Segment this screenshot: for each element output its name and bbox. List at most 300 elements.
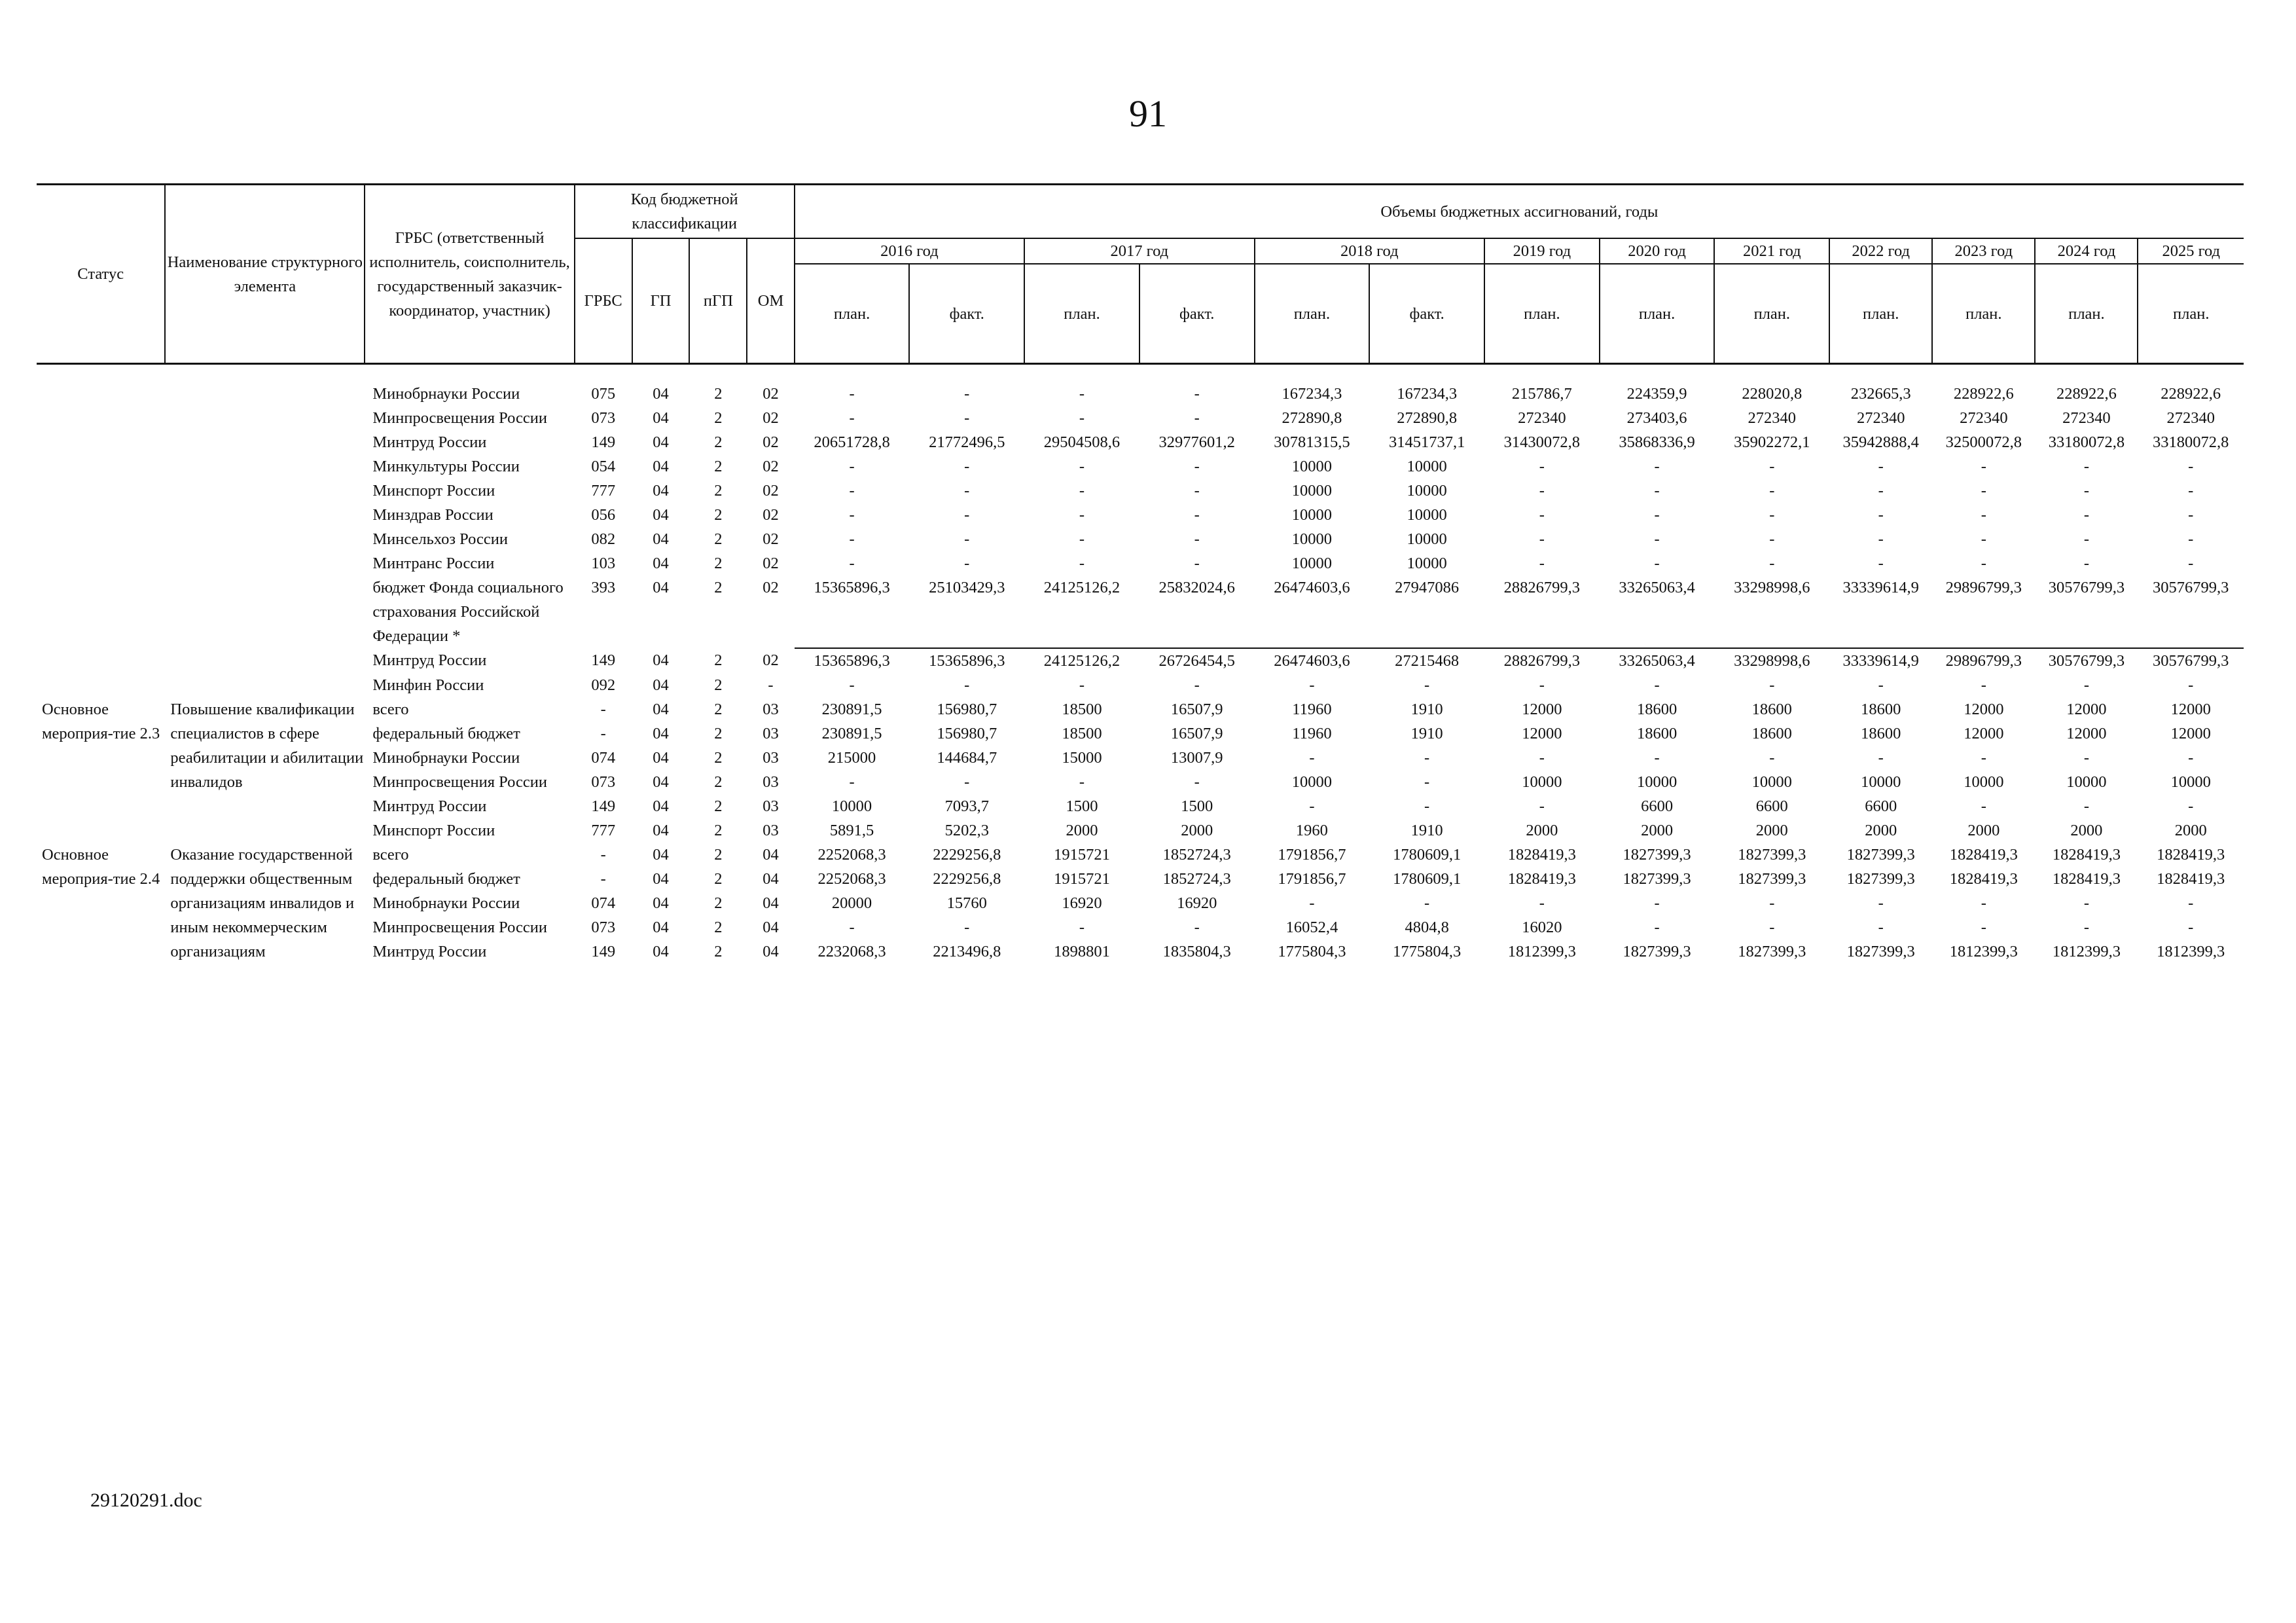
value-cell: - [1654, 458, 1660, 475]
code-cell: 04 [653, 797, 669, 815]
value-cell: 10000 [1861, 773, 1901, 791]
value-cell: 33265063,4 [1600, 575, 1715, 648]
value-cell: - [1769, 894, 1775, 912]
value-cell: 12000 [1522, 725, 1562, 742]
code-cell: 2 [714, 822, 723, 839]
header-plan: план. [1600, 264, 1715, 364]
value-cell: 33339614,9 [1842, 652, 1919, 670]
code-cell: 04 [653, 894, 669, 912]
value-cell: 1780609,1 [1393, 846, 1462, 864]
value-cell: 273403,6 [1626, 409, 1687, 427]
value-cell: - [964, 676, 970, 694]
code-cell: 2 [714, 870, 723, 888]
code-cell: 03 [762, 749, 779, 767]
value-cell: 215786,7 [1511, 385, 1572, 403]
value-cell: - [1769, 676, 1775, 694]
value-cell: 30576799,3 [2035, 575, 2138, 648]
value-cell: 27215468 [1395, 652, 1460, 670]
value-cell: 1827399,3 [1738, 870, 1806, 888]
value-cell: - [2083, 676, 2090, 694]
value-cell: 6600 [1641, 797, 1674, 815]
value-cell: - [1654, 555, 1660, 572]
grbs-cell: федеральный бюджет [372, 870, 520, 888]
value-cell: - [1194, 530, 1200, 548]
code-cell: 2 [714, 458, 723, 475]
value-cell: - [1981, 482, 1986, 500]
code-cell: 04 [653, 943, 669, 960]
value-cell: 10000 [2066, 773, 2107, 791]
value-cell: 272890,8 [1397, 409, 1458, 427]
value-cell: - [1309, 797, 1315, 815]
value-cell: - [1769, 919, 1775, 936]
value-cell: - [849, 409, 855, 427]
value-cell: 30576799,3 [2153, 652, 2229, 670]
header-code-group: Код бюджетной классификации [575, 185, 795, 239]
value-cell: - [1878, 749, 1884, 767]
table-row [37, 673, 2244, 697]
value-cell: - [849, 506, 855, 524]
value-cell: - [1194, 676, 1200, 694]
value-cell: - [849, 773, 855, 791]
value-cell: 12000 [2066, 701, 2107, 718]
value-cell: 228922,6 [1953, 385, 2014, 403]
code-cell: 2 [714, 725, 723, 742]
grbs-cell: Минкультуры России [372, 458, 520, 475]
value-cell: - [2188, 676, 2194, 694]
value-cell: 18600 [1751, 725, 1792, 742]
value-cell: - [849, 385, 855, 403]
value-cell: 2000 [1641, 822, 1674, 839]
table-row [37, 939, 2244, 964]
value-cell: 16507,9 [1170, 725, 1223, 742]
code-cell: 04 [762, 894, 779, 912]
value-cell: 1828419,3 [2157, 870, 2225, 888]
value-cell: 28826799,3 [1503, 652, 1581, 670]
value-cell: 12000 [2170, 701, 2211, 718]
code-cell: 2 [714, 894, 723, 912]
value-cell: 1812399,3 [2157, 943, 2225, 960]
code-cell: 073 [591, 773, 616, 791]
page-number: 91 [1129, 92, 1167, 135]
value-cell: 2000 [1066, 822, 1098, 839]
value-cell: 11960 [1292, 701, 1332, 718]
value-cell: 33180072,8 [2048, 433, 2125, 451]
status-cell: Основное мероприя-тие 2.4 [42, 846, 160, 888]
value-cell: 272340 [1518, 409, 1566, 427]
value-cell: 1828419,3 [1507, 846, 1576, 864]
code-cell: 04 [762, 846, 779, 864]
code-cell: - [600, 701, 606, 718]
code-cell: 02 [762, 506, 779, 524]
value-cell: - [964, 530, 970, 548]
value-cell: 6600 [1755, 797, 1788, 815]
value-cell: - [849, 919, 855, 936]
value-cell: 2252068,3 [817, 846, 886, 864]
value-cell: - [2188, 749, 2194, 767]
value-cell: - [1654, 894, 1660, 912]
value-cell: 2213496,8 [933, 943, 1001, 960]
value-cell: 13007,9 [1170, 749, 1223, 767]
code-cell: 02 [762, 385, 779, 403]
grbs-cell: федеральный бюджет [372, 725, 520, 742]
grbs-cell: Минспорт России [372, 482, 495, 500]
footer-filename: 29120291.doc [90, 1489, 202, 1511]
value-cell: - [1981, 530, 1986, 548]
value-cell: 272890,8 [1282, 409, 1342, 427]
value-cell: - [1309, 676, 1315, 694]
value-cell: 11960 [1292, 725, 1332, 742]
value-cell: 15365896,3 [814, 652, 890, 670]
table-row [37, 818, 2244, 843]
table-row [37, 770, 2244, 794]
value-cell: 228922,6 [2161, 385, 2221, 403]
value-cell: 21772496,5 [929, 433, 1005, 451]
value-cell: 2229256,8 [933, 870, 1001, 888]
code-cell: 04 [653, 530, 669, 548]
value-cell: 10000 [2170, 773, 2211, 791]
value-cell: - [964, 555, 970, 572]
value-cell: 228922,6 [2056, 385, 2117, 403]
value-cell: 33298998,6 [1734, 652, 1810, 670]
header-fact: факт. [1369, 264, 1484, 364]
value-cell: 20000 [831, 894, 872, 912]
header-plan: план. [795, 264, 910, 364]
grbs-cell: Минфин России [372, 676, 484, 694]
value-cell: - [1079, 555, 1085, 572]
value-cell: 33180072,8 [2153, 433, 2229, 451]
value-cell: - [2188, 797, 2194, 815]
element-name-cell: Оказание государственной поддержки общественным организациям инвалидов и иным некоммерческим организациям [170, 846, 355, 960]
value-cell: - [849, 530, 855, 548]
value-cell: - [2083, 482, 2090, 500]
code-cell: 04 [653, 701, 669, 718]
value-cell: - [964, 919, 970, 936]
table-row [37, 551, 2244, 575]
value-cell: - [1539, 797, 1545, 815]
header-year-2023: 2023 год [1932, 238, 2035, 264]
value-cell: 1775804,3 [1393, 943, 1462, 960]
value-cell: - [1194, 773, 1200, 791]
value-cell: 15365896,3 [929, 652, 1005, 670]
code-cell: 073 [591, 409, 616, 427]
code-cell: 04 [653, 555, 669, 572]
grbs-cell: Минпросвещения России [372, 773, 547, 791]
value-cell: 1827399,3 [1846, 943, 1915, 960]
value-cell: - [1878, 458, 1884, 475]
value-cell: 10000 [1407, 530, 1447, 548]
code-cell: 04 [653, 725, 669, 742]
value-cell: 10000 [1291, 773, 1333, 791]
value-cell: - [1079, 919, 1085, 936]
value-cell: 2000 [1755, 822, 1788, 839]
code-cell: 02 [762, 409, 779, 427]
grbs-cell: Минтранс России [372, 555, 495, 572]
code-cell: 02 [762, 458, 779, 475]
header-volumes: Объемы бюджетных ассигнований, годы [795, 185, 2244, 239]
value-cell: 1835804,3 [1162, 943, 1231, 960]
header-code-gp: ГП [632, 238, 690, 364]
value-cell: 12000 [2170, 725, 2211, 742]
value-cell: 215000 [827, 749, 876, 767]
value-cell: - [1194, 919, 1200, 936]
code-cell: 149 [591, 943, 616, 960]
table-row [37, 915, 2244, 939]
value-cell: 1791856,7 [1278, 846, 1346, 864]
header-year-2024: 2024 год [2035, 238, 2138, 264]
grbs-cell: всего [372, 701, 409, 718]
value-cell: - [1981, 555, 1986, 572]
table-row [37, 867, 2244, 891]
value-cell: - [1878, 530, 1884, 548]
code-cell: 103 [591, 555, 616, 572]
value-cell: 35902272,1 [1734, 433, 1810, 451]
code-cell: 2 [714, 555, 723, 572]
value-cell: - [1654, 530, 1660, 548]
code-cell: 04 [653, 385, 669, 403]
value-cell: 167234,3 [1282, 385, 1342, 403]
value-cell: - [1878, 482, 1884, 500]
code-cell: 02 [762, 530, 779, 548]
value-cell: - [1654, 676, 1660, 694]
value-cell: 24125126,2 [1043, 652, 1121, 670]
value-cell: - [1539, 530, 1545, 548]
value-cell: 1915721 [1054, 846, 1110, 864]
value-cell: 33298998,6 [1714, 575, 1829, 648]
value-cell: 18500 [1062, 725, 1102, 742]
table-row [37, 430, 2244, 454]
header-plan: план. [2138, 264, 2244, 364]
code-cell: 04 [653, 919, 669, 936]
value-cell: 230891,5 [821, 725, 882, 742]
value-cell: 35868336,9 [1619, 433, 1695, 451]
value-cell: 5891,5 [829, 822, 874, 839]
value-cell: 20651728,8 [814, 433, 890, 451]
value-cell: - [2188, 482, 2194, 500]
value-cell: 2000 [2174, 822, 2207, 839]
code-cell: 02 [762, 579, 779, 596]
value-cell: - [1539, 749, 1545, 767]
value-cell: 2000 [2070, 822, 2103, 839]
value-cell: 10000 [1964, 773, 2004, 791]
code-cell: 2 [714, 797, 723, 815]
value-cell: 6600 [1865, 797, 1897, 815]
value-cell: 1898801 [1054, 943, 1110, 960]
header-year-2020: 2020 год [1600, 238, 1715, 264]
budget-table [37, 183, 2244, 964]
header-year-2022: 2022 год [1829, 238, 1932, 264]
value-cell: 30576799,3 [2138, 575, 2244, 648]
value-cell: 167234,3 [1397, 385, 1458, 403]
value-cell: - [964, 385, 970, 403]
value-cell: 1812399,3 [1949, 943, 2018, 960]
value-cell: - [1079, 773, 1085, 791]
code-cell: 03 [762, 701, 779, 718]
grbs-cell: Минсельхоз России [372, 530, 508, 548]
value-cell: - [1079, 385, 1085, 403]
status-cell: Основное мероприя-тие 2.3 [42, 701, 160, 742]
code-cell: 2 [714, 943, 723, 960]
code-cell: 04 [653, 651, 669, 669]
value-cell: 18600 [1636, 701, 1677, 718]
value-cell: - [1424, 894, 1430, 912]
value-cell: - [2188, 530, 2194, 548]
value-cell: - [2188, 506, 2194, 524]
value-cell: - [2188, 555, 2194, 572]
value-cell: 29896799,3 [1945, 652, 2022, 670]
value-cell: 1828419,3 [2052, 846, 2121, 864]
header-grbs-long: ГРБС (ответственный исполнитель, соисполнитель, государственный заказчик-координатор, участник) [365, 185, 574, 364]
value-cell: - [1878, 555, 1884, 572]
code-cell: 393 [591, 579, 616, 596]
header-year-2016: 2016 год [795, 238, 1024, 264]
grbs-cell: Минтруд России [372, 797, 487, 815]
value-cell: - [964, 773, 970, 791]
header-name: Наименование структурного элемента [165, 185, 365, 364]
element-name-cell: Повышение квалификации специалистов в сфере реабилитации и абилитации инвалидов [170, 701, 364, 791]
code-cell: 2 [714, 651, 723, 669]
table-row [37, 454, 2244, 479]
value-cell: - [1539, 458, 1545, 475]
code-cell: 074 [591, 749, 616, 767]
value-cell: 272340 [1960, 409, 2008, 427]
value-cell: 15365896,3 [795, 575, 910, 648]
code-cell: 2 [714, 433, 723, 451]
value-cell: - [964, 458, 970, 475]
table-row [37, 648, 2244, 673]
value-cell: 35942888,4 [1842, 433, 1919, 451]
code-cell: 2 [714, 846, 723, 864]
code-cell: 075 [591, 385, 616, 403]
value-cell: 10000 [1751, 773, 1792, 791]
code-cell: 04 [762, 919, 779, 936]
table-row [37, 843, 2244, 867]
header-year-2019: 2019 год [1484, 238, 1600, 264]
value-cell: 4804,8 [1405, 919, 1449, 936]
code-cell: 02 [762, 555, 779, 572]
value-cell: 1827399,3 [1738, 846, 1806, 864]
value-cell: 1827399,3 [1738, 943, 1806, 960]
value-cell: - [1769, 482, 1775, 500]
code-cell: 777 [591, 822, 616, 839]
value-cell: - [2083, 894, 2090, 912]
value-cell: 2229256,8 [933, 846, 1001, 864]
value-cell: 10000 [1291, 555, 1333, 572]
value-cell: - [1539, 555, 1545, 572]
value-cell: 18600 [1861, 701, 1901, 718]
header-status: Статус [37, 185, 165, 364]
header-code-om: ОМ [747, 238, 794, 364]
value-cell: 32977601,2 [1158, 433, 1235, 451]
value-cell: - [1079, 530, 1085, 548]
value-cell: 16920 [1062, 894, 1102, 912]
value-cell: - [1878, 919, 1884, 936]
value-cell: 224359,9 [1626, 385, 1687, 403]
value-cell: 7093,7 [944, 797, 989, 815]
code-cell: 04 [653, 846, 669, 864]
value-cell: - [1769, 749, 1775, 767]
value-cell: - [1981, 749, 1986, 767]
value-cell: 12000 [1964, 725, 2004, 742]
header-plan: план. [1714, 264, 1829, 364]
value-cell: - [2083, 506, 2090, 524]
value-cell: - [1654, 919, 1660, 936]
value-cell: 12000 [2066, 725, 2107, 742]
value-cell: 1828419,3 [2157, 846, 2225, 864]
value-cell: - [1654, 482, 1660, 500]
value-cell: 228020,8 [1742, 385, 1803, 403]
grbs-cell: Минпросвещения России [372, 409, 547, 427]
value-cell: - [849, 482, 855, 500]
grbs-cell: Минспорт России [372, 822, 495, 839]
value-cell: - [1194, 409, 1200, 427]
code-cell: 2 [714, 919, 723, 936]
header-plan: план. [1024, 264, 1139, 364]
table-row [37, 527, 2244, 551]
value-cell: 1910 [1410, 701, 1443, 718]
value-cell: 25103429,3 [909, 575, 1024, 648]
header-code-grbs: ГРБС [575, 238, 632, 364]
code-cell: 04 [653, 676, 669, 694]
value-cell: 30781315,5 [1274, 433, 1350, 451]
grbs-cell: Минтруд России [372, 651, 487, 669]
header-plan: план. [1484, 264, 1600, 364]
value-cell: 1910 [1410, 822, 1443, 839]
value-cell: 272340 [2062, 409, 2111, 427]
value-cell: 2000 [1967, 822, 2000, 839]
value-cell: 31430072,8 [1503, 433, 1581, 451]
value-cell: - [1539, 676, 1545, 694]
element-name-cell [165, 382, 365, 697]
value-cell: - [1878, 894, 1884, 912]
grbs-cell: Минпросвещения России [372, 919, 547, 936]
value-cell: 10000 [1291, 458, 1333, 475]
value-cell: 1827399,3 [1623, 870, 1691, 888]
value-cell: - [1079, 676, 1085, 694]
code-cell: - [600, 870, 606, 888]
code-cell: 054 [591, 458, 616, 475]
value-cell: 15000 [1062, 749, 1102, 767]
table-row [37, 697, 2244, 721]
header-year-2018: 2018 год [1255, 238, 1484, 264]
value-cell: 25832024,6 [1139, 575, 1255, 648]
value-cell: - [1878, 676, 1884, 694]
header-plan: план. [1829, 264, 1932, 364]
value-cell: - [1079, 458, 1085, 475]
code-cell: 04 [653, 822, 669, 839]
value-cell: 1960 [1295, 822, 1328, 839]
value-cell: 10000 [831, 797, 872, 815]
value-cell: 1828419,3 [1949, 870, 2018, 888]
value-cell: 1915721 [1054, 870, 1110, 888]
code-cell: 149 [591, 797, 616, 815]
code-cell: 777 [591, 482, 616, 500]
header-plan: план. [1255, 264, 1370, 364]
table-row [37, 503, 2244, 527]
value-cell: - [2083, 797, 2090, 815]
value-cell: - [1769, 506, 1775, 524]
value-cell: - [1981, 676, 1986, 694]
value-cell: - [1539, 894, 1545, 912]
value-cell: - [1079, 409, 1085, 427]
value-cell: 16052,4 [1285, 919, 1338, 936]
code-cell: 02 [762, 433, 779, 451]
code-cell: 2 [714, 385, 723, 403]
value-cell: 32500072,8 [1945, 433, 2022, 451]
value-cell: 232665,3 [1850, 385, 1911, 403]
code-cell: 03 [762, 725, 779, 742]
code-cell: 073 [591, 919, 616, 936]
grbs-cell: Минздрав России [372, 506, 493, 524]
